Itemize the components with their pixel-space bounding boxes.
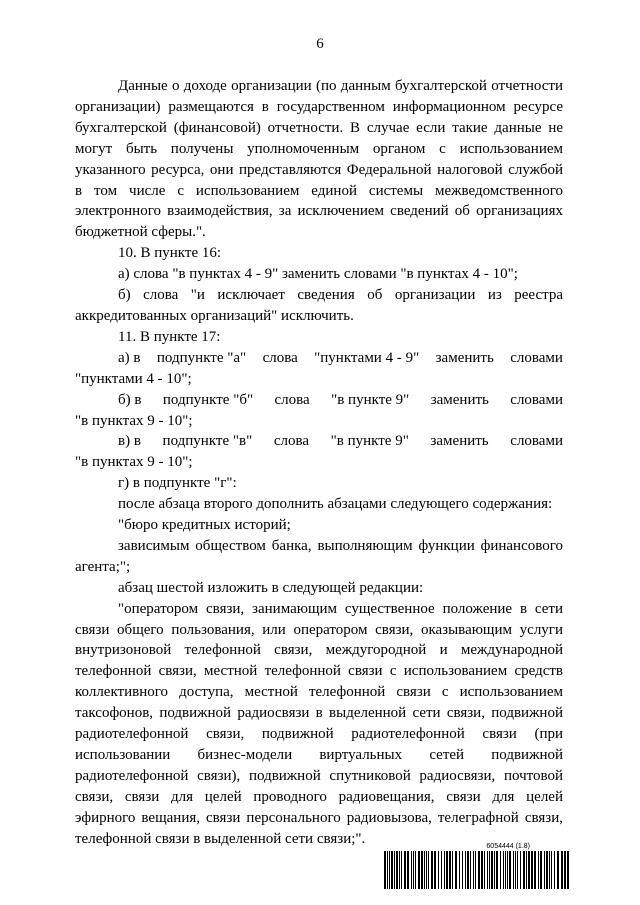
barcode-bar <box>481 851 483 889</box>
paragraph-p10: после абзаца второго дополнить абзацами следующего содержания: <box>118 496 553 513</box>
barcode-bar <box>489 851 490 889</box>
barcode-bar <box>452 851 453 889</box>
barcode-bar <box>523 851 525 889</box>
barcode-bar <box>470 851 471 889</box>
barcode-bar <box>491 851 493 889</box>
barcode-bar <box>561 851 563 889</box>
barcode-bar <box>411 851 412 889</box>
barcode-bar <box>401 851 402 889</box>
paragraph-p6-tail: "пунктами 4 - 10"; <box>75 370 192 387</box>
paragraph-p8-tail: "в пунктах 9 - 10"; <box>75 454 193 471</box>
barcode-bar <box>384 851 386 889</box>
barcode-bar <box>496 851 498 889</box>
barcode-bar <box>455 851 457 889</box>
paragraph-p9: г) в подпункте "г": <box>118 475 237 492</box>
barcode-image <box>382 851 572 889</box>
barcode-bar <box>431 851 433 889</box>
barcode-bar <box>500 851 501 889</box>
barcode-bar <box>567 851 569 889</box>
barcode-bar <box>467 851 469 889</box>
barcode-bar <box>418 851 420 889</box>
barcode-bar <box>459 851 460 889</box>
barcode-bar <box>505 851 506 889</box>
paragraph-word: словами <box>510 433 563 450</box>
barcode-bar <box>441 851 442 889</box>
barcode-bar <box>549 851 550 889</box>
paragraph-word: слова <box>273 433 310 450</box>
barcode-bar <box>478 851 480 889</box>
paragraph-p7-line <box>75 390 563 411</box>
paragraph-p12: зависимым обществом банка, выполняющим функции финансового агента;"; <box>75 537 563 575</box>
barcode-bar <box>444 851 445 889</box>
barcode-bar <box>421 851 423 889</box>
paragraph-word: подпункте "а" <box>156 349 247 366</box>
paragraph-word: б) в <box>118 391 142 408</box>
paragraph-p4: б) слова "и исключает сведения об организации из реестра аккредитованных организаций" исключить. <box>75 287 563 324</box>
barcode-bar <box>426 851 427 889</box>
barcode-bar <box>517 851 518 889</box>
paragraph-p1: Данные о доходе организации (по данным бухгалтерской отчетности организации) размещаются в государственном информационном ресурсе бухгалтерской (финансовой) отчетности. В случае если такие данные не могут быть получены уполномоченным органом с использованием указанного ресурса, они представляются Федеральной налоговой службой в том числе с использованием единой системы межведомственного электронного взаимодействия, за исключением сведений об организациях бюджетной сферы.". <box>75 78 563 241</box>
barcode-bar <box>557 851 559 889</box>
barcode-bar <box>487 851 488 889</box>
barcode-bar <box>551 851 552 889</box>
barcode-bar <box>534 851 536 889</box>
barcode-bar <box>509 851 511 889</box>
paragraph-word: словами <box>510 391 563 408</box>
barcode-bar <box>465 851 466 889</box>
barcode-bar <box>434 851 436 889</box>
paragraph-p3: а) слова "в пунктах 4 - 9" заменить словами "в пунктах 4 - 10"; <box>118 266 518 283</box>
paragraph-p11: "бюро кредитных историй; <box>118 517 291 534</box>
barcode-label: 6054444 (1.8) <box>486 843 530 850</box>
paragraph-word: заменить <box>430 391 489 408</box>
barcode-bar <box>564 851 566 889</box>
barcode-bar <box>484 851 485 889</box>
barcode-bar <box>415 851 416 889</box>
paragraph-word: в) в <box>118 433 141 450</box>
barcode-bar <box>515 851 516 889</box>
paragraph-word: заменить <box>430 433 489 450</box>
paragraph-word: подпункте "в" <box>162 433 253 450</box>
barcode-bar <box>475 851 476 889</box>
page-number: 6 <box>316 36 324 52</box>
barcode-bar <box>538 851 539 889</box>
barcode-bar <box>503 851 504 889</box>
barcode-bar <box>428 851 429 889</box>
paragraph-p13: абзац шестой изложить в следующей редакции: <box>118 579 424 596</box>
barcode-bar <box>546 851 548 889</box>
paragraph-word: слова <box>262 349 298 366</box>
paragraph-p7-tail: "в пунктах 9 - 10"; <box>75 412 193 429</box>
barcode-bar <box>494 851 495 889</box>
barcode-bar <box>407 851 409 889</box>
barcode-bar <box>391 851 393 889</box>
barcode-bar <box>531 851 533 889</box>
paragraph-p5: 11. В пункте 17: <box>118 328 221 345</box>
barcode-bar <box>404 851 406 889</box>
paragraph-word: словами <box>510 349 563 366</box>
barcode-bar <box>389 851 390 889</box>
paragraph-word: "в пункте 9" <box>331 391 410 408</box>
barcode-bar <box>387 851 388 889</box>
barcode-bar <box>526 851 527 889</box>
paragraph-word: "в пункте 9" <box>330 433 409 450</box>
paragraph-word: слова <box>274 391 310 408</box>
paragraph-word: подпункте "б" <box>162 391 254 408</box>
barcode-bar <box>394 851 395 889</box>
barcode-bar <box>399 851 400 889</box>
barcode-bar <box>473 851 474 889</box>
barcode-bar <box>424 851 425 889</box>
barcode-bar <box>446 851 448 889</box>
paragraph-word: а) в <box>118 349 141 366</box>
paragraph-word: заменить <box>435 349 494 366</box>
paragraph-p6-line <box>75 348 563 369</box>
paragraph-word: "пунктами 4 - 9" <box>314 349 420 366</box>
barcode-bar <box>449 851 451 889</box>
document-body <box>75 76 563 850</box>
barcode-bar <box>554 851 555 889</box>
paragraph-p14: "оператором связи, занимающим существенное положение в сети связи общего пользования, или оператором связи, оказывающим услуги внутризоновой телефонной связи, междугородной и международной телефонной связи, местной телефонной связи с использованием средств коллективного доступа, местной телефонной связи с использованием таксофонов, подвижной радиосвязи в выделенной сети связи, подвижной радиотелефонной связи, подвижной радиотелефонной связи (при использовании бизнес-модели виртуальных сетей подвижной радиотелефонной связи), подвижной спутниковой радиосвязи, почтовой связи, связи для целей проводного радиовещания, связи для целей эфирного вещания, связи персонального радиовызова, телеграфной связи, телефонной связи в выделенной сети связи;". <box>75 600 563 847</box>
barcode-bar <box>462 851 463 889</box>
barcode-block <box>382 842 572 889</box>
paragraph-p2: 10. В пункте 16: <box>118 245 222 262</box>
barcode-bar <box>513 851 514 889</box>
barcode-bar <box>544 851 545 889</box>
barcode-bar <box>528 851 530 889</box>
barcode-bar <box>438 851 439 889</box>
barcode-bar <box>413 851 414 889</box>
barcode-bar <box>507 851 508 889</box>
barcode-bar <box>540 851 542 889</box>
paragraph-p8-line <box>75 431 563 452</box>
barcode-bar <box>396 851 398 889</box>
barcode-bar <box>520 851 521 889</box>
